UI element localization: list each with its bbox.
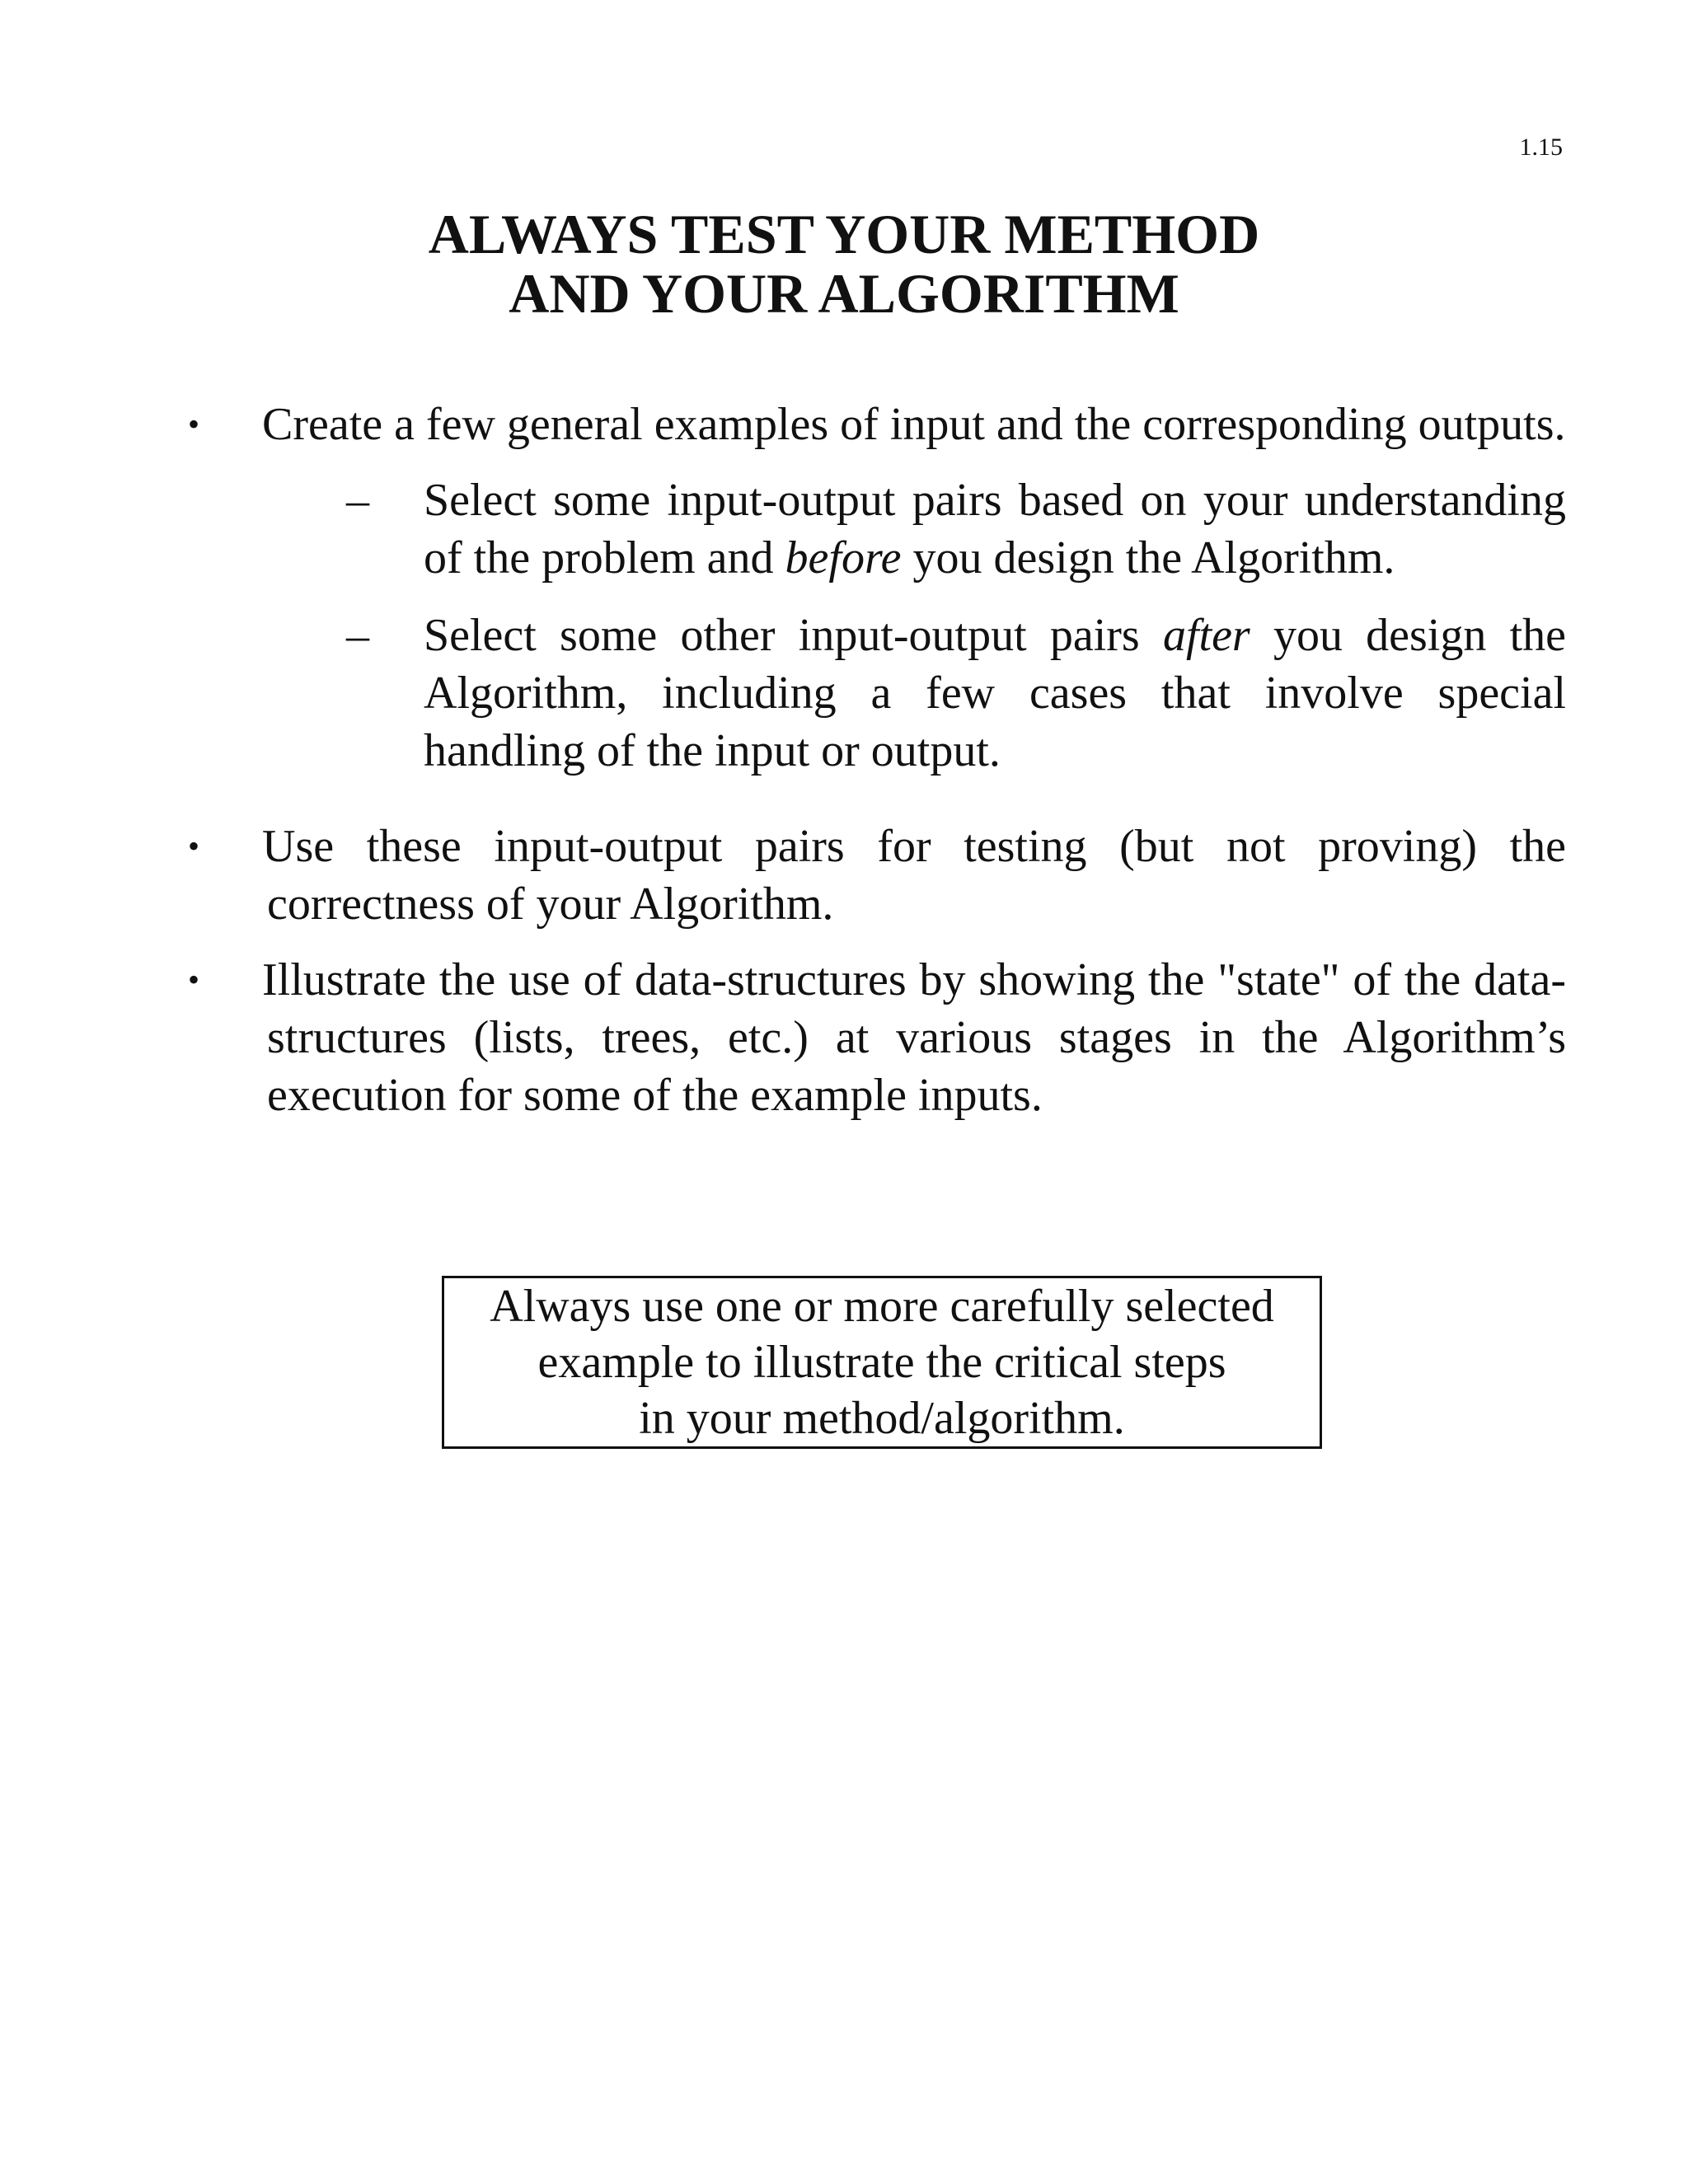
sub-item: [267, 471, 1566, 587]
bullet-text: Create a few general examples of input and the corresponding outputs.: [262, 399, 1566, 450]
bullet-text: Use these input-output pairs for testing (but not proving) the correctness of your Algorithm.: [262, 821, 1566, 930]
bullet-item: [188, 396, 1566, 780]
sub-item-text: [424, 607, 1566, 780]
callout-line-1: Always use one or more carefully selected: [490, 1281, 1274, 1332]
callout-box: [442, 1276, 1322, 1449]
title-line-1: ALWAYS TEST YOUR METHOD: [428, 203, 1260, 265]
sub-item: [267, 607, 1566, 780]
sub-item-text: [424, 471, 1566, 587]
callout-line-3: in your method/algorithm.: [639, 1393, 1125, 1444]
callout-line-2: example to illustrate the critical steps: [537, 1337, 1226, 1388]
dash-marker: –: [346, 610, 369, 661]
bullet-text: Illustrate the use of data-structures by showing the "state" of the data-structures (lists, trees, etc.) at various stages in the Algorithm’s execution for some of the example inputs.: [262, 954, 1566, 1121]
emphasis-text: before: [785, 532, 902, 583]
bullet-marker: •: [188, 961, 200, 998]
sub-text-end: you design the Algorithm, including a few cases that involve special handling of the input or output.: [424, 610, 1567, 776]
bullet-marker: •: [188, 405, 200, 443]
sub-text-start: Select some other input-output pairs: [424, 610, 1163, 661]
sub-text-end: you design the Algorithm.: [901, 532, 1395, 583]
emphasis-text: after: [1162, 610, 1250, 661]
bullet-marker: •: [188, 827, 200, 865]
bullet-item: [188, 951, 1566, 1124]
dash-marker: –: [346, 475, 369, 526]
bullet-list: [188, 396, 1566, 1142]
sub-text-start: Select some input-output pairs based on your understanding of the problem and: [424, 475, 1566, 583]
page-title: [0, 204, 1688, 323]
bullet-item: [188, 818, 1566, 933]
page-number: 1.15: [1519, 134, 1563, 161]
title-line-2: AND YOUR ALGORITHM: [509, 262, 1179, 325]
